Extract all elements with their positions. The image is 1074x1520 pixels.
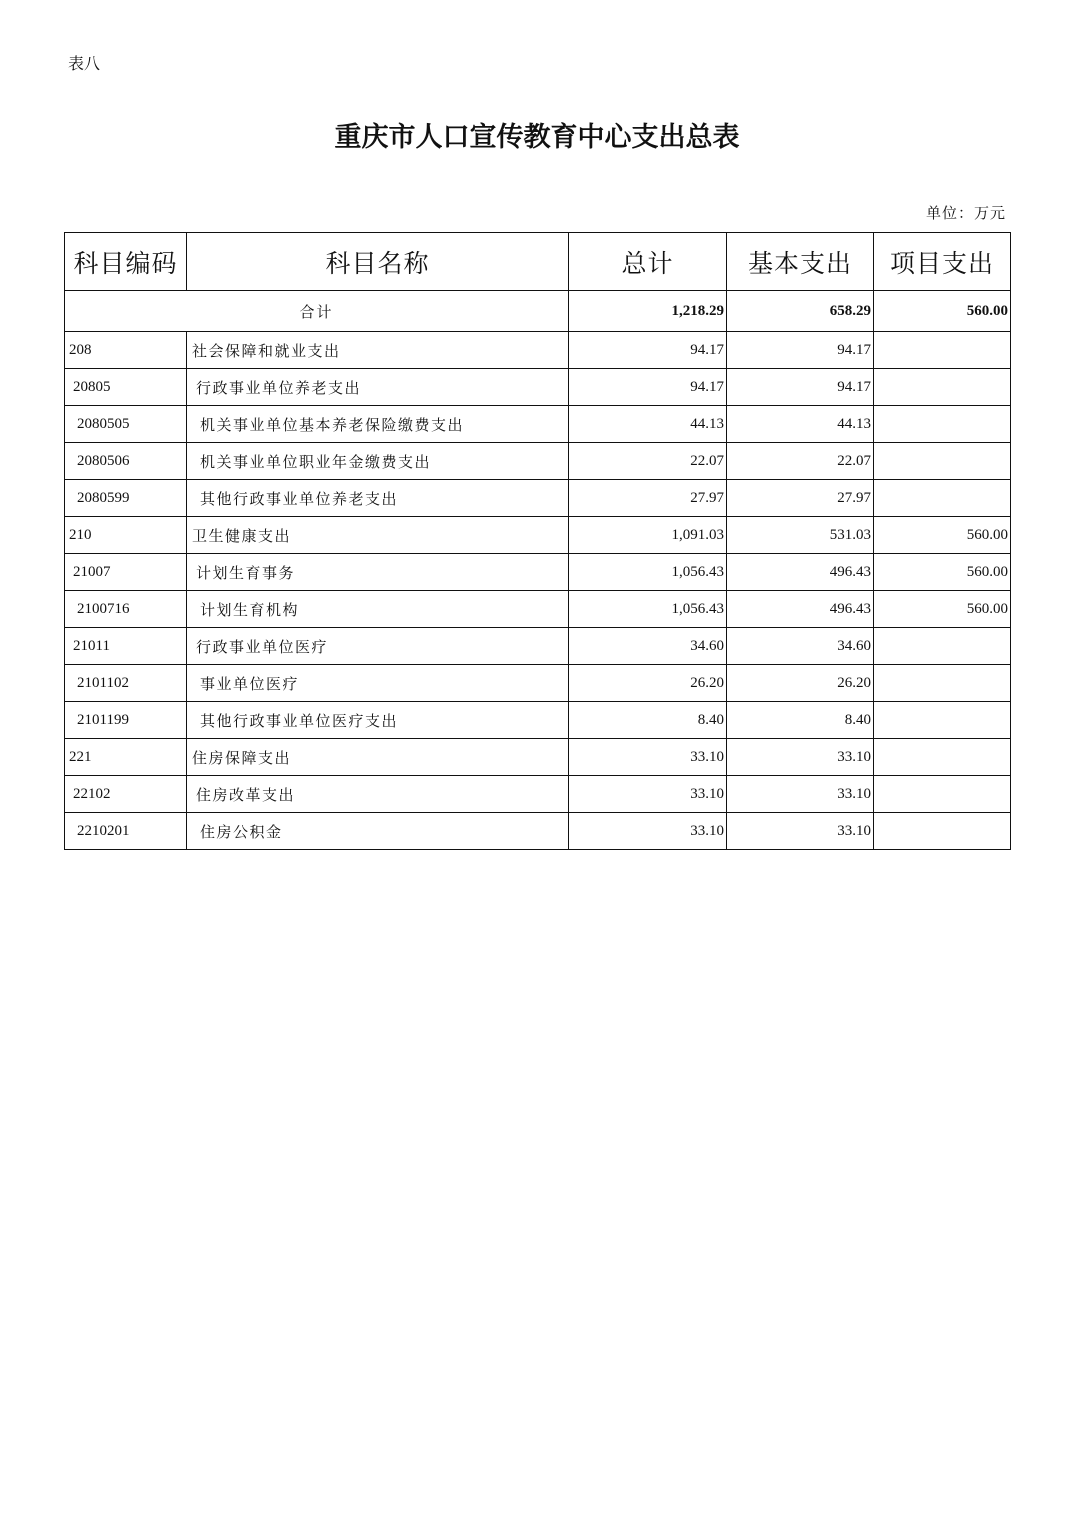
header-name: 科目名称 — [187, 233, 569, 291]
cell-code: 22102 — [65, 776, 187, 813]
table-row — [65, 665, 1011, 702]
cell-total: 1,056.43 — [569, 591, 727, 628]
table-row — [65, 406, 1011, 443]
total-row — [65, 291, 1011, 332]
cell-name: 住房公积金 — [187, 813, 569, 850]
cell-project — [874, 332, 1011, 369]
cell-total: 33.10 — [569, 739, 727, 776]
cell-code: 2080599 — [65, 480, 187, 517]
cell-total: 33.10 — [569, 813, 727, 850]
cell-basic: 26.20 — [727, 665, 874, 702]
header-project: 项目支出 — [874, 233, 1011, 291]
cell-code: 21007 — [65, 554, 187, 591]
unit-label: 单位：万元 — [925, 204, 1006, 222]
table-row — [65, 591, 1011, 628]
cell-basic: 496.43 — [727, 591, 874, 628]
cell-total: 22.07 — [569, 443, 727, 480]
cell-code: 2101199 — [65, 702, 187, 739]
cell-name: 行政事业单位养老支出 — [187, 369, 569, 406]
cell-basic: 22.07 — [727, 443, 874, 480]
cell-basic: 94.17 — [727, 369, 874, 406]
header-row — [65, 233, 1011, 291]
cell-code: 208 — [65, 332, 187, 369]
cell-basic: 34.60 — [727, 628, 874, 665]
cell-project — [874, 665, 1011, 702]
cell-total: 33.10 — [569, 776, 727, 813]
cell-basic: 531.03 — [727, 517, 874, 554]
cell-basic: 27.97 — [727, 480, 874, 517]
cell-name: 其他行政事业单位医疗支出 — [187, 702, 569, 739]
cell-total: 27.97 — [569, 480, 727, 517]
cell-code: 21011 — [65, 628, 187, 665]
cell-project — [874, 702, 1011, 739]
cell-project — [874, 628, 1011, 665]
header-total: 总计 — [569, 233, 727, 291]
total-basic: 658.29 — [727, 291, 874, 332]
cell-name: 计划生育机构 — [187, 591, 569, 628]
cell-total: 94.17 — [569, 332, 727, 369]
table-row — [65, 776, 1011, 813]
cell-basic: 94.17 — [727, 332, 874, 369]
cell-project — [874, 443, 1011, 480]
total-label: 合计 — [65, 291, 569, 332]
cell-code: 2101102 — [65, 665, 187, 702]
table-row — [65, 628, 1011, 665]
cell-total: 26.20 — [569, 665, 727, 702]
table-row — [65, 480, 1011, 517]
cell-code: 2080506 — [65, 443, 187, 480]
table-row — [65, 813, 1011, 850]
cell-code: 2210201 — [65, 813, 187, 850]
cell-basic: 33.10 — [727, 776, 874, 813]
page-title: 重庆市人口宣传教育中心支出总表 — [334, 122, 740, 153]
table-tag: 表八 — [68, 54, 101, 73]
total-total: 1,218.29 — [569, 291, 727, 332]
cell-total: 1,091.03 — [569, 517, 727, 554]
table-row — [65, 554, 1011, 591]
cell-total: 1,056.43 — [569, 554, 727, 591]
expense-table — [64, 232, 1011, 850]
cell-project: 560.00 — [874, 517, 1011, 554]
cell-code: 221 — [65, 739, 187, 776]
cell-code: 210 — [65, 517, 187, 554]
table-body — [65, 291, 1011, 850]
cell-code: 2100716 — [65, 591, 187, 628]
table-row — [65, 443, 1011, 480]
table-row — [65, 739, 1011, 776]
cell-project: 560.00 — [874, 554, 1011, 591]
cell-basic: 33.10 — [727, 739, 874, 776]
cell-total: 44.13 — [569, 406, 727, 443]
cell-project: 560.00 — [874, 591, 1011, 628]
cell-project — [874, 739, 1011, 776]
cell-code: 2080505 — [65, 406, 187, 443]
table-row — [65, 369, 1011, 406]
cell-project — [874, 776, 1011, 813]
cell-name: 行政事业单位医疗 — [187, 628, 569, 665]
cell-name: 机关事业单位基本养老保险缴费支出 — [187, 406, 569, 443]
table-row — [65, 702, 1011, 739]
cell-project — [874, 406, 1011, 443]
cell-basic: 496.43 — [727, 554, 874, 591]
cell-name: 机关事业单位职业年金缴费支出 — [187, 443, 569, 480]
cell-name: 计划生育事务 — [187, 554, 569, 591]
table-row — [65, 332, 1011, 369]
cell-project — [874, 813, 1011, 850]
cell-total: 94.17 — [569, 369, 727, 406]
cell-project — [874, 369, 1011, 406]
cell-basic: 33.10 — [727, 813, 874, 850]
cell-project — [874, 480, 1011, 517]
total-project: 560.00 — [874, 291, 1011, 332]
header-code: 科目编码 — [65, 233, 187, 291]
cell-basic: 8.40 — [727, 702, 874, 739]
cell-basic: 44.13 — [727, 406, 874, 443]
cell-name: 社会保障和就业支出 — [187, 332, 569, 369]
table-row — [65, 517, 1011, 554]
cell-code: 20805 — [65, 369, 187, 406]
cell-name: 卫生健康支出 — [187, 517, 569, 554]
cell-total: 8.40 — [569, 702, 727, 739]
header-basic: 基本支出 — [727, 233, 874, 291]
cell-name: 事业单位医疗 — [187, 665, 569, 702]
cell-name: 住房改革支出 — [187, 776, 569, 813]
cell-name: 其他行政事业单位养老支出 — [187, 480, 569, 517]
cell-total: 34.60 — [569, 628, 727, 665]
cell-name: 住房保障支出 — [187, 739, 569, 776]
